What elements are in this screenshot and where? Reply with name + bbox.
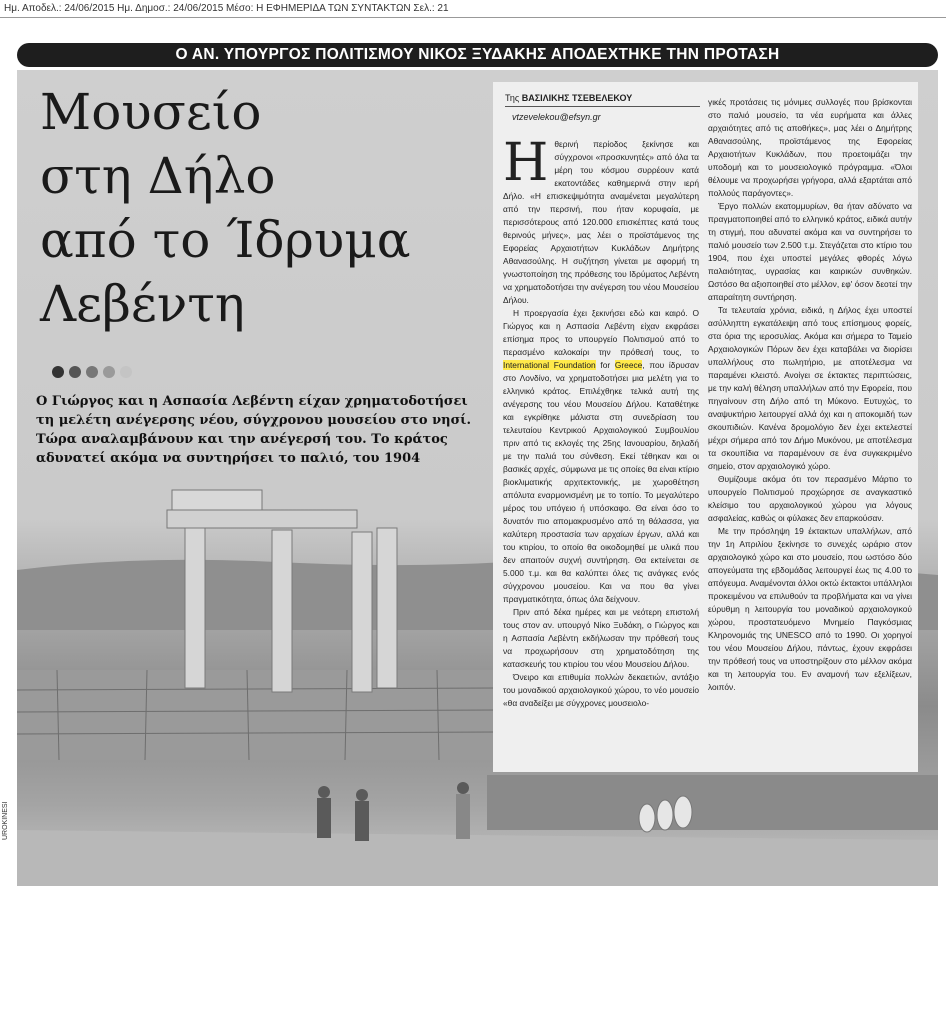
dot (103, 366, 115, 378)
paragraph: Έργο πολλών εκατομμυρίων, θα ήταν αδύνατο να πραγματοποιηθεί από το ελληνικό κράτος, ειδικά αυτήν τη στιγμή, που αδυνατεί ακόμα και να συντηρήσει το παλιό μουσείο των 2.500 τ.μ. Στεγάζεται στο κτίριο του 1904, που έχει υποστεί μεγάλες φθορές λόγω παλαιότητας, υγρασίας και καιρικών συνθηκών. Ωστόσο θα αξιοποιηθεί στο μέλλον, εφ' όσον δεοτεί την απαραίτητη συντήρηση. (708, 201, 912, 302)
kicker-banner: Ο ΑΝ. ΥΠΟΥΡΓΟΣ ΠΟΛΙΤΙΣΜΟΥ ΝΙΚΟΣ ΞΥΔΑΚΗΣ ΑΠΟΔΕΧΤΗΚΕ ΤΗΝ ΠΡΟΤΑΣΗ (17, 43, 938, 67)
paragraph-text: θερινή περίοδος ξεκίνησε και σύγχρονοι «προσκυνητές» από όλα τα μέρη του κόσμου συρρέουν κατά εκατοντάδες καθημερινά στην ιερή Δήλο. «Η επισκεψιμότητα αναμένεται μεγαλύτερη από την περσινή, που ήταν κορυφαία, με περισσότερους από 120.000 επισκέπτες κατά τους θερινούς μήνες», μας λέει ο προϊστάμενος της Εφορείας Αρχαιοτήτων Κυκλάδων Δημήτρης Αθανασούλης. Η συζήτηση γίνεται με αφορμή τη γνωστοποίηση της πρόθεσης του Ιδρύματος Λεβέντη να χρηματοδοτήσει την ανέγερση του νέου Μουσείου Δήλου. (503, 139, 699, 305)
byline-divider (505, 106, 700, 107)
decorative-dots (52, 365, 137, 383)
photo-credit: UROKINESI (2, 801, 9, 840)
headline-line: από το Ίδρυμα (40, 211, 411, 269)
dot (120, 366, 132, 378)
headline-line: Μουσείο (40, 83, 262, 141)
paragraph: Τα τελευταία χρόνια, ειδικά, η Δήλος έχει υποστεί ασύλληπτη εγκατάλειψη από τους επίσημους φορείς, στα όρια της ιεροσυλίας. Ακόμα και σήμερα το Ταμείο Αρχαιολογικών Πόρων δεν έχει καταβάλει να διορίσει υπαλλήλους στο πωλητήριο, με αποτέλεσμα να παραμένει κλειστό. Ανοίγει σε έκτακτες περιπτώσεις, με την καλή θέληση υπαλλήλων από την Εφορεία, που πηγαίνουν στη Δήλο από τη Μύκονο. Ευτυχώς, το αναψυκτήριο λειτουργεί αλλά όχι και η αποκομιδή των σκουπιδιών. Κανένα δρομολόγιο δεν έχει εκτελεστεί μέχρι σήμερα από τον Δήμο Μυκόνου, με αποτέλεσμα τα σκουπίδια να παραμένουν σε ένα συγκεκριμένο σημείο, στον αρχαιολογικό χώρο. (708, 305, 912, 471)
ground (17, 830, 938, 886)
headline-line: στη Δήλο (40, 147, 276, 205)
article-column-1 (503, 138, 699, 768)
dot (86, 366, 98, 378)
highlighted-text: International Foundation (503, 360, 596, 370)
paragraph: Με την πρόσληψη 19 έκτακτων υπαλλήλων, από την 1η Απριλίου ξεκίνησε το συνεχές ωράριο στον αρχαιολογικό χώρο και στο μουσείο, που ωστόσο δύο απογεύματα της εβδομάδας λειτουργεί έως τις 4.00 το απόγευμα. Αναμένονται άλλοι οκτώ έκτακτοι υπάλληλοι προκειμένου να επιλυθούν τα προβλήματα και να γίνει εύρυθμη η λειτουργία του μοναδικού αρχαιολογικού χώρου, προστατευόμενο Μνημείο Παγκόσμιας Κληρονομιάς της UNESCO από το 1990. Οι χορηγοί του νέου Μουσείου Δήλου, πάντως, έχουν εκφράσει την πρόθεσή τους να υποστηρίξουν στο μέλλον ακόμα και τη λειτουργία του. Εν αναμονή των εξελίξεων, λοιπόν. (708, 526, 912, 692)
byline-author: ΒΑΣΙΛΙΚΗΣ ΤΣΕΒΕΛΕΚΟΥ (521, 93, 633, 103)
article-column-2 (708, 96, 912, 768)
metadata-divider (0, 17, 946, 18)
drop-cap: Η (503, 138, 549, 193)
lower-wall (487, 775, 938, 830)
stone-wall (17, 670, 497, 760)
paragraph-text: for (600, 360, 611, 370)
author-email: vtzevelekou@efsyn.gr (512, 112, 601, 122)
paragraph: Πριν από δέκα ημέρες και με νεότερη επιστολή τους στον αν. υπουργό Νίκο Ξυδάκη, ο Γιώργος και η Ασπασία Λεβέντη εκδήλωσαν την πρόθεσή τους να προχωρήσουν στη χρηματοδότηση της κατασκευής του κτιρίου του νέου Μουσείου Δήλου. (503, 607, 699, 669)
temple-columns (167, 490, 397, 692)
headline-line: Λεβέντη (40, 275, 245, 333)
dot (69, 366, 81, 378)
paragraph-text: , που ίδρυσαν στο Λονδίνο, να χρηματοδοτήσει μια μελέτη για το ελληνικό κράτος. Επιλέχθηκε τελικά αυτή της ανέγερσης του νέου Μουσείου Δήλου. Καταθέτηκε και εγκρίθηκε μάλιστα στη συνεδρίαση του τελευταίου Κεντρικού Αρχαιολογικού Συμβουλίου πριν από τις εκλογές της 25ης Ιανουαρίου, δηλαδή με την παλιά του σύνθεση. Εκεί τέθηκαν και οι βασικές αρχές, σύμφωνα με τις οποίες θα είναι κτίριο βιοκλιματικής αρχιτεκτονικής, με χωροθέτηση απόλυτα εναρμονισμένη με το τοπίο. Το μεγαλύτερο μέρος του υπόγειο ή υπόσκαφο. Θα είναι όσο το δυνατόν πιο απομακρυσμένο από τη θάλασσα, για καλύτερη προστασία των αρχαίων έργων, αλλά και του κτιρίου, το οποίο θα οικοδομηθεί με υλικά που δεν απαιτούν συχνή συντήρηση. Θα εκτείνεται σε 5.000 τ.μ. και θα καλύπτει όλες τις ανάγκες ενός σύγχρονου μουσείου. Και να που θα γίνει πραγματικότητα, όπως όλα δείχνουν. (503, 360, 699, 604)
standfirst: Ο Γιώργος και η Ασπασία Λεβέντη είχαν χρηματοδοτήσει τη μελέτη ανέγερσης νέου, σύγχρονου μουσείου στο νησί. Τώρα αναλαμβάνουν και την ανέγερσή του. Το κράτος αδυνατεί ακόμα να συντηρήσει το παλιό, του 1904 (36, 394, 471, 466)
paragraph (503, 307, 699, 606)
paragraph: Θυμίζουμε ακόμα ότι τον περασμένο Μάρτιο το υπουργείο Πολιτισμού προχώρησε σε αναγκαστικό κλείσιμο του αρχαιολογικού χώρου για λόγους ασφαλείας, καθώς οι φύλακες δεν επαρκούσαν. (708, 474, 912, 523)
dot (52, 366, 64, 378)
highlighted-text: Greece (614, 360, 643, 370)
clipping-metadata: Ημ. Αποδελ.: 24/06/2015 Ημ. Δημοσ.: 24/06/2015 Μέσο: Η ΕΦΗΜΕΡΙΔΑ ΤΩΝ ΣΥΝΤΑΚΤΩΝ Σελ.: 21 (4, 3, 449, 14)
headline (40, 80, 411, 336)
byline-prefix: Της (505, 93, 520, 103)
paragraph: γικές προτάσεις τις μόνιμες συλλογές που βρίσκονται στο παλιό μουσείο, τα νέα ευρήματα και άλλες αρχαιότητες από τις αποθήκες», μας λέει ο Δημήτρης Αθανασούλης, προϊστάμενος της Εφορείας Αρχαιοτήτων Κυκλάδων, που προετοιμάζει την υποδομή και το μουσειολογικό πρόγραμμα. «Όλοι θέλουμε να προχωρήσει γρήγορα, αλλά εξαρτάται από πολλούς παράγοντες». (708, 97, 912, 198)
paragraph (503, 138, 699, 307)
paragraph: Όνειρο και επιθυμία πολλών δεκαετιών, αντάξιο του μοναδικού αρχαιολογικού χώρου, το νέο μουσείο «θα αναδείξει με σύγχρονες μουσειολο- (503, 672, 699, 708)
visitors (317, 782, 470, 841)
byline (505, 93, 632, 103)
paragraph-text: Η προεργασία έχει ξεκινήσει εδώ και καιρό. Ο Γιώργος και η Ασπασία Λεβέντη είχαν εκφράσει επίσημα προς το υπουργείο Πολιτισμού από το περασμένο καλοκαίρι την πρόθεσή τους, το (503, 308, 699, 357)
